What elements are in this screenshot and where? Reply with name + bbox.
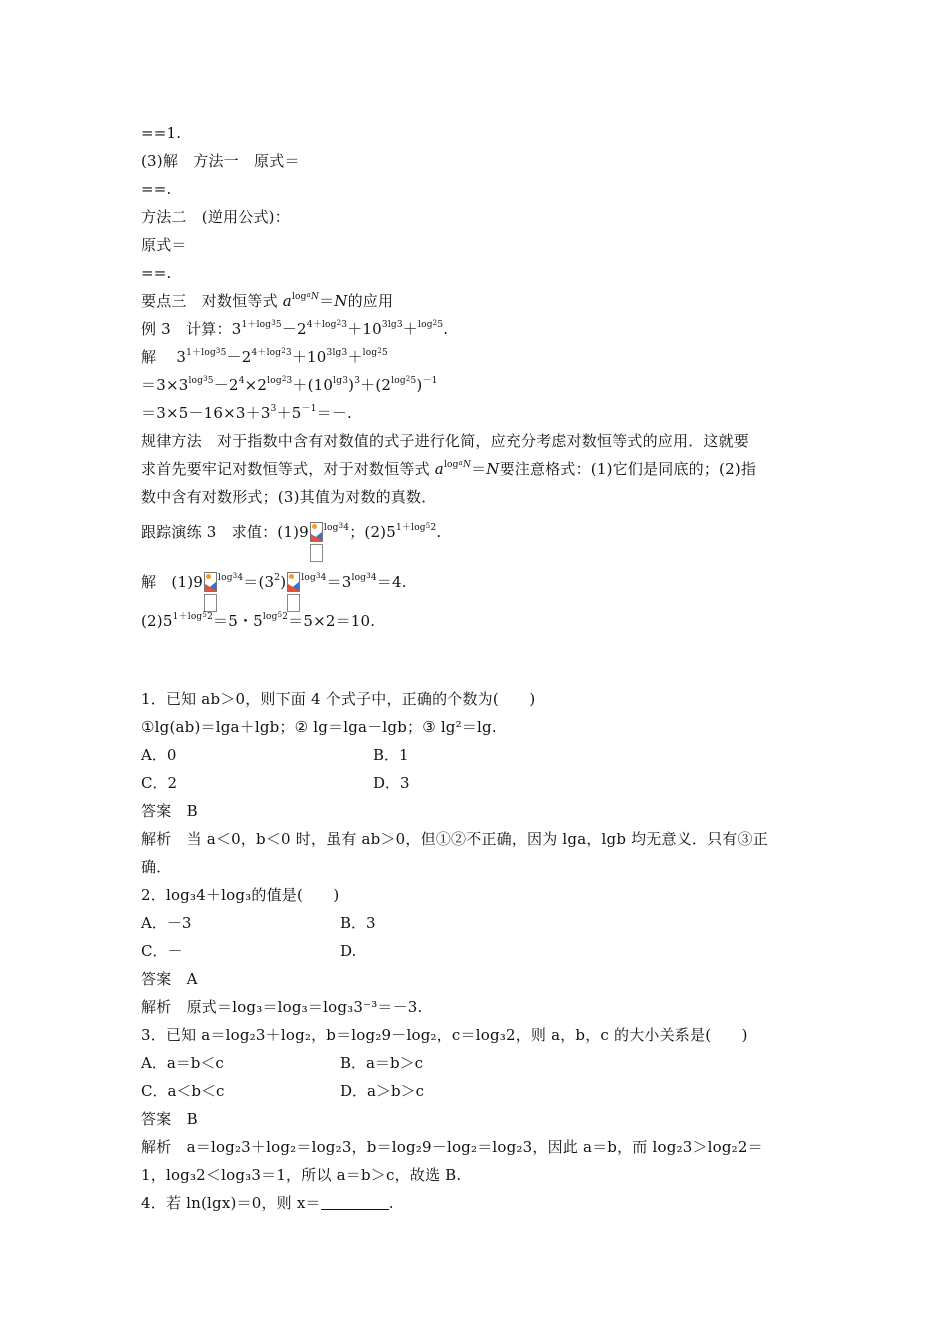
question-4-suffix: .: [388, 1194, 394, 1212]
solution-line-2: $=3\times 3^{log^35}-2^4\times 2^{log^23}+(10^{lg3})^3+(2^{log^25})^{-1}$: [141, 375, 438, 394]
example-3: 例 3 计算：$3^{1+log^35}-2^{4+log^23}+10^{3lg3}+^{log^25}$.: [141, 319, 449, 338]
solution-label: 解: [141, 348, 172, 366]
line-method-two: 方法二 (逆用公式)：: [141, 208, 290, 226]
question-4-prefix: 4．若 ln(lgx)＝0，则 x＝: [141, 1194, 321, 1212]
question-1-analysis-1: 解析 当 a＜0，b＜0 时，虽有 ab＞0，但①②不正确，因为 lga，lgb 均无意义．只有③正: [141, 830, 768, 848]
question-3-option-c: C．a＜b＜c: [141, 1082, 225, 1100]
question-2-analysis: 解析 原式＝log₃＝log₃＝log₃3⁻³＝－3.: [141, 998, 423, 1016]
track-label: 跟踪演练 3 求值：(1): [141, 523, 300, 541]
key-point-suffix: 的应用: [347, 292, 394, 310]
track-exercise-3: 跟踪演练 3 求值：(1)9 $^{log^34}$；$(2)5^{1+log^52}$.: [141, 522, 441, 564]
formula-image-icon: [204, 572, 217, 614]
question-3-option-b: B．a＝b＞c: [340, 1054, 423, 1072]
track-solution-label: 解 (1): [141, 573, 194, 591]
track-solution-2: $(2)5^{1+log^52}=5$・$5^{log^52}=5\times 2=10$.: [141, 611, 376, 630]
question-2-option-d: D.: [340, 942, 357, 960]
question-1-analysis-2: 确．: [141, 858, 172, 876]
rule-line-2-suffix: 要注意格式：(1)它们是同底的；(2)指: [499, 460, 757, 478]
question-1-answer: 答案 B: [141, 802, 198, 820]
line-result-2: ==.: [141, 180, 172, 198]
question-1-option-d: D．3: [373, 774, 410, 792]
question-2-option-a: A．－3: [141, 914, 192, 932]
question-3-analysis-1: 解析 a＝log₂3＋log₂＝log₂3，b＝log₂9－log₂＝log₂3，因此 a＝b，而 log₂3＞log₂2＝: [141, 1138, 763, 1156]
question-3-stem: 3．已知 a＝log₂3＋log₂，b＝log₂9－log₂，c＝log₃2，则 a，b，c 的大小关系是( ): [141, 1026, 748, 1044]
track-solution-2-label: (2): [141, 612, 163, 630]
line-original-expr: 原式＝: [141, 236, 187, 254]
question-3-option-a: A．a＝b＜c: [141, 1054, 224, 1072]
question-4-stem: [141, 1193, 394, 1213]
answer-blank: [321, 1195, 389, 1210]
question-3-option-d: D．a＞b＞c: [340, 1082, 424, 1100]
track-solution-1: 解 (1)9 $^{log^34}=(3^2)$ $^{log^34}=3^{log^34}=4$.: [141, 572, 407, 614]
question-2-stem: 2．log₃4＋log₃的值是( ): [141, 886, 340, 904]
key-point-three: 要点三 对数恒等式 $a^{log^aN}=N$的应用: [141, 291, 394, 310]
question-1-option-b: B．1: [373, 746, 409, 764]
question-3-analysis-2: 1，log₃2＜log₃3＝1，所以 a＝b＞c，故选 B.: [141, 1166, 462, 1184]
key-point-prefix: 要点三 对数恒等式: [141, 292, 283, 310]
question-1-option-c: C．2: [141, 774, 178, 792]
question-1-stem: 1．已知 ab＞0，则下面 4 个式子中，正确的个数为( ): [141, 690, 536, 708]
question-1-items: ①lg(ab)＝lga＋lgb；② lg＝lga－lgb；③ lg²＝lg.: [141, 718, 497, 736]
line-result-3: ==.: [141, 264, 172, 282]
question-2-answer: 答案 A: [141, 970, 198, 988]
line-result-1: ==1.: [141, 124, 182, 142]
question-2-option-c: C．－: [141, 942, 183, 960]
rule-line-3: 数中含有对数形式；(3)其值为对数的真数．: [141, 488, 437, 506]
rule-line-2-prefix: 求首先要牢记对数恒等式，对于对数恒等式: [141, 460, 435, 478]
question-2-option-b: B．3: [340, 914, 376, 932]
rule-line-2: 求首先要牢记对数恒等式，对于对数恒等式 $a^{log^aN}=N$要注意格式：(1)它们是同底的；(2)指: [141, 459, 757, 478]
solution-line-3: $=3\times 5-16\times 3+3^3+5^{-1}=-$.: [141, 404, 353, 422]
example-3-label: 例 3 计算：: [141, 320, 232, 338]
line-method-one: (3)解 方法一 原式＝: [141, 152, 300, 170]
formula-image-icon: [287, 572, 300, 614]
question-3-answer: 答案 B: [141, 1110, 198, 1128]
rule-line-1: 规律方法 对于指数中含有对数值的式子进行化简，应充分考虑对数恒等式的应用．这就要: [141, 432, 750, 450]
question-1-option-a: A．0: [141, 746, 177, 764]
formula-image-icon: [310, 522, 323, 564]
solution-line-1: 解 $3^{1+log^35}-2^{4+log^23}+10^{3lg3}+^{log^25}$: [141, 347, 388, 366]
